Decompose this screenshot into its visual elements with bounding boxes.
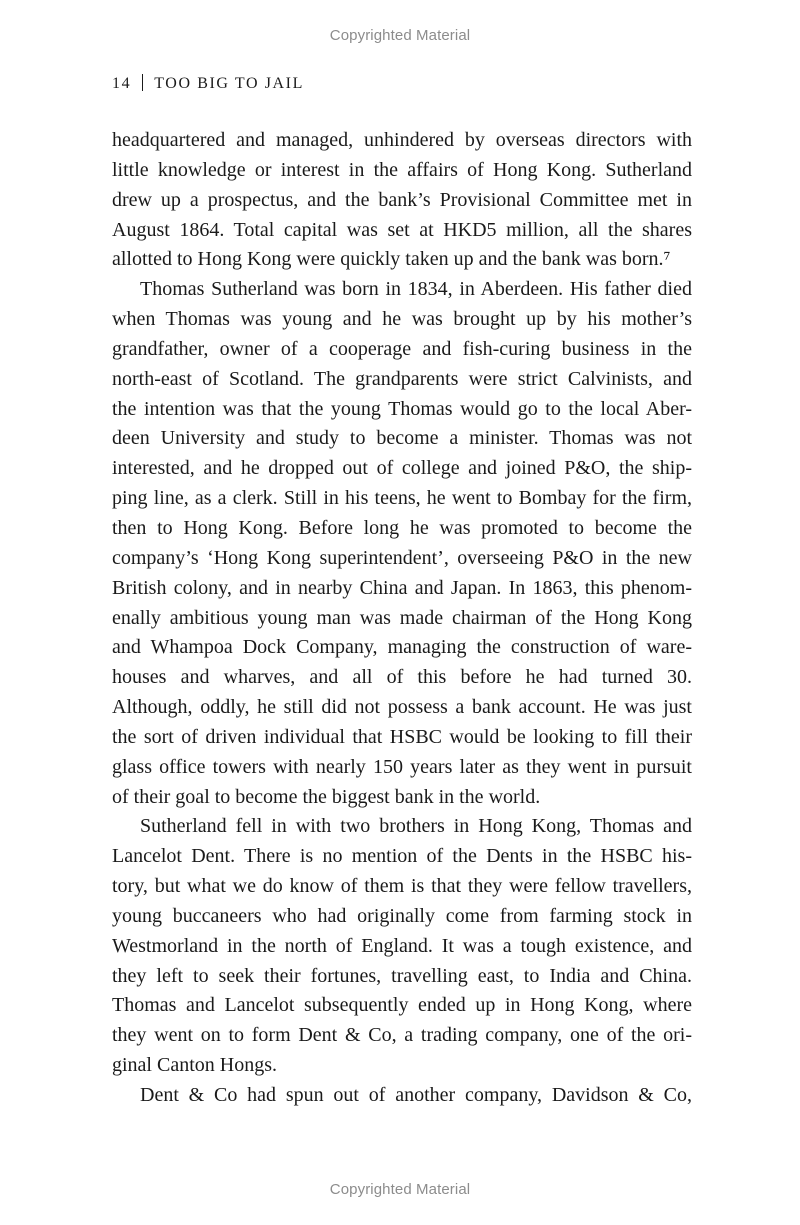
text-line: British colony, and in nearby China and Japan. In 1863, this phenom- bbox=[112, 576, 692, 599]
page-body bbox=[112, 126, 692, 1111]
text-line: young buccaneers who had originally come from farming stock in bbox=[112, 904, 692, 927]
text-line: drew up a prospectus, and the bank’s Provisional Committee met in bbox=[112, 188, 692, 211]
text-line: Sutherland fell in with two brothers in Hong Kong, Thomas and bbox=[140, 815, 692, 838]
text-line: Lancelot Dent. There is no mention of the Dents in the HSBC his- bbox=[112, 845, 692, 868]
text-line: little knowledge or interest in the affairs of Hong Kong. Sutherland bbox=[112, 158, 692, 181]
text-line: Westmorland in the north of England. It was a tough existence, and bbox=[112, 934, 692, 957]
text-line: grandfather, owner of a cooperage and fish-curing business in the bbox=[112, 337, 692, 360]
text-line: of their goal to become the biggest bank in the world. bbox=[112, 785, 541, 808]
paragraph-1 bbox=[112, 126, 692, 275]
text-line: Thomas and Lancelot subsequently ended up in Hong Kong, where bbox=[112, 994, 692, 1017]
paragraph-2 bbox=[112, 275, 692, 812]
copyright-watermark-bottom: Copyrighted Material bbox=[329, 1181, 471, 1198]
text-line: then to Hong Kong. Before long he was promoted to become the bbox=[112, 516, 692, 539]
running-head bbox=[112, 74, 304, 93]
text-line: ginal Canton Hongs. bbox=[112, 1054, 277, 1077]
text-line: and Whampoa Dock Company, managing the construction of ware- bbox=[112, 636, 692, 659]
text-line: headquartered and managed, unhindered by overseas directors with bbox=[112, 129, 692, 151]
text-line: they left to seek their fortunes, travelling east, to India and China. bbox=[112, 964, 692, 987]
text-line: Thomas Sutherland was born in 1834, in Aberdeen. His father died bbox=[140, 278, 692, 301]
page-number: 14 bbox=[112, 75, 132, 92]
text-line: enally ambitious young man was made chairman of the Hong Kong bbox=[112, 606, 692, 629]
paragraph-4 bbox=[112, 1081, 692, 1111]
text-line: when Thomas was young and he was brought up by his mother’s bbox=[112, 308, 692, 331]
text-line: company’s ‘Hong Kong superintendent’, overseeing P&O in the new bbox=[112, 546, 692, 569]
text-line: Although, oddly, he still did not possess a bank account. He was just bbox=[112, 696, 692, 719]
text-line: they went on to form Dent & Co, a trading company, one of the ori- bbox=[112, 1024, 692, 1047]
header-divider bbox=[142, 74, 143, 91]
text-line: north-east of Scotland. The grandparents were strict Calvinists, and bbox=[112, 367, 692, 390]
text-line: tory, but what we do know of them is that they were fellow travellers, bbox=[112, 875, 692, 898]
text-line: deen University and study to become a minister. Thomas was not bbox=[112, 427, 692, 450]
book-title: TOO BIG TO JAIL bbox=[154, 75, 304, 92]
text-line: the intention was that the young Thomas would go to the local Aber- bbox=[112, 397, 692, 420]
text-line: the sort of driven individual that HSBC would be looking to fill their bbox=[112, 725, 692, 748]
text-line: ping line, as a clerk. Still in his teens, he went to Bombay for the firm, bbox=[112, 487, 692, 510]
text-line: glass office towers with nearly 150 years later as they went in pursuit bbox=[112, 755, 692, 778]
text-line: interested, and he dropped out of college and joined P&O, the ship- bbox=[112, 457, 692, 480]
text-line: Dent & Co had spun out of another company, Davidson & Co, bbox=[140, 1084, 692, 1106]
text-line: August 1864. Total capital was set at HKD5 million, all the shares bbox=[112, 218, 692, 241]
copyright-watermark-top: Copyrighted Material bbox=[329, 27, 471, 44]
text-line: houses and wharves, and all of this before he had turned 30. bbox=[112, 666, 692, 689]
paragraph-3 bbox=[112, 812, 692, 1081]
text-line: allotted to Hong Kong were quickly taken up and the bank was born.⁷ bbox=[112, 248, 671, 271]
